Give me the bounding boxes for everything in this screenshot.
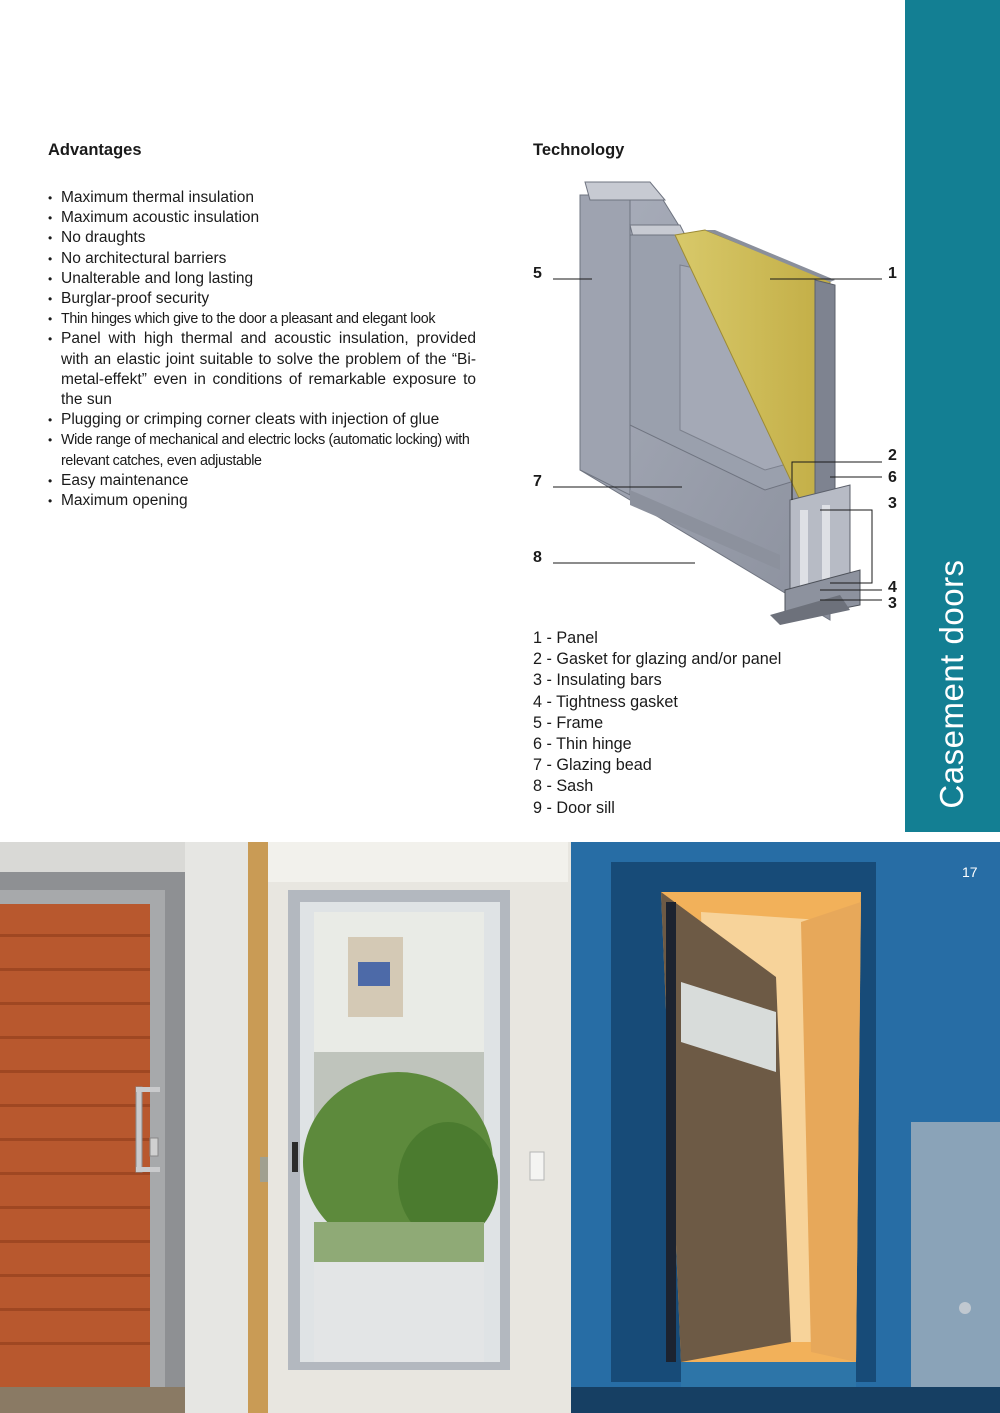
technology-legend	[533, 628, 781, 819]
callout-frame: 5	[533, 265, 542, 282]
callout-hinge: 6	[888, 469, 897, 486]
door-section-diagram	[530, 170, 905, 630]
list-item: • No draughts	[48, 228, 476, 248]
technology-heading: Technology	[533, 141, 625, 159]
legend-item: 9 - Door sill	[533, 798, 615, 817]
callout-gasket: 2	[888, 447, 897, 464]
list-item: • No architectural barriers	[48, 249, 476, 269]
callout-tightness-gasket: 4	[888, 579, 897, 596]
list-item: • Burglar-proof security	[48, 289, 476, 309]
list-item: • Maximum acoustic insulation	[48, 208, 476, 228]
callout-glazing-bead: 7	[533, 473, 542, 490]
callout-insulating-bars-bottom: 3	[888, 595, 897, 612]
legend-item: 4 - Tightness gasket	[533, 692, 678, 711]
page-number: 17	[962, 864, 978, 880]
legend-item: 7 - Glazing bead	[533, 756, 652, 775]
callout-sash: 8	[533, 549, 542, 566]
callout-panel: 1	[888, 265, 897, 282]
list-item: • Thin hinges which give to the door a pleasant and elegant look	[48, 309, 476, 329]
legend-item: 2 - Gasket for glazing and/or panel	[533, 650, 782, 669]
list-item: • Panel with high thermal and acoustic insulation, provided with an elastic joint suitable to solve the problem of the “Bi-metal-effekt” even in conditions of remarkable exposure to the sun	[48, 329, 476, 410]
list-item: • Plugging or crimping corner cleats with injection of glue	[48, 410, 476, 430]
callout-insulating-bars: 3	[888, 495, 897, 512]
list-item: • Wide range of mechanical and electric locks (automatic locking) with relevant catches, even adjustable	[48, 430, 476, 470]
list-item: • Maximum thermal insulation	[48, 188, 476, 208]
legend-item: 6 - Thin hinge	[533, 735, 632, 754]
glass-door-photo	[248, 842, 571, 1413]
side-tab	[905, 0, 1000, 832]
list-item: • Maximum opening	[48, 491, 476, 511]
legend-item: 8 - Sash	[533, 777, 594, 796]
door-cross-section-illustration	[530, 170, 905, 630]
list-item: • Unalterable and long lasting	[48, 269, 476, 289]
advantages-heading: Advantages	[48, 141, 142, 159]
legend-item: 3 - Insulating bars	[533, 671, 662, 690]
blue-entrance-photo	[571, 842, 1000, 1413]
list-item: • Easy maintenance	[48, 471, 476, 491]
legend-item: 5 - Frame	[533, 713, 604, 732]
legend-item: 1 - Panel	[533, 629, 598, 647]
wooden-door-photo	[0, 842, 248, 1413]
advantages-list	[48, 188, 476, 511]
section-title: Casement doors	[933, 559, 970, 809]
